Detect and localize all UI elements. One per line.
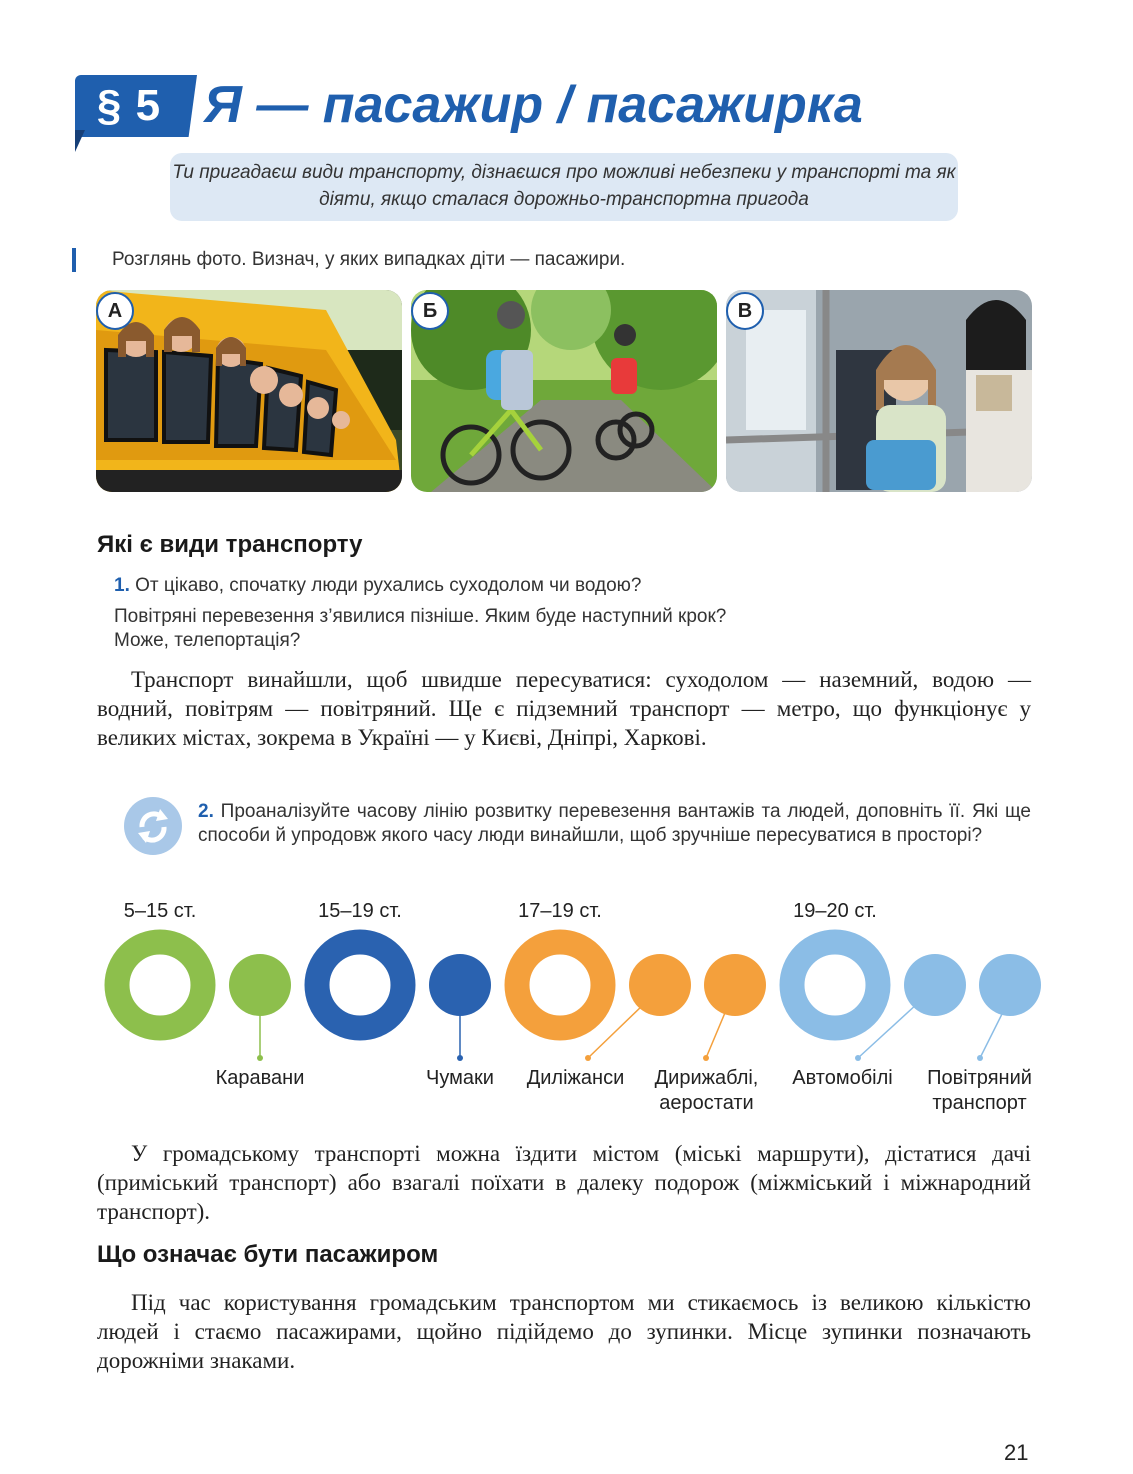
timeline-item-airships: Дирижаблі, аеростати: [654, 1067, 759, 1114]
refresh-icon: [124, 797, 182, 855]
photo-tag-b: Б: [411, 292, 449, 330]
timeline-graphic: [0, 920, 1133, 1070]
timeline-item-cars: Автомобілі: [792, 1067, 893, 1089]
prompt-marker: [72, 248, 76, 272]
badge-flag: [75, 130, 85, 152]
timeline-period-3: 17–19 ст.: [518, 900, 602, 922]
photo-prompt: Розглянь фото. Визнач, у яких випадках діти — пасажири.: [112, 249, 626, 270]
photo-tag-a: А: [96, 292, 134, 330]
timeline-item-caravans: Каравани: [215, 1067, 305, 1089]
page-number: 21: [1004, 1440, 1029, 1465]
photo-tag-c: В: [726, 292, 764, 330]
paragraph-passenger: Під час користування громадським транспортом ми стикаємось із великою кількістю людей і стаємо пасажирами, щойно підійдемо до зупинки. Місце зупинки позначають дорожніми знаками.: [97, 1290, 1031, 1373]
timeline-item-chumaks: Чумаки: [426, 1067, 494, 1089]
timeline-dot-air-transport: [979, 954, 1041, 1016]
intro-box: [170, 153, 958, 221]
question-2-number: 2.: [198, 801, 214, 822]
question-1: [114, 573, 641, 598]
question-2-text: Проаналізуйте часову лінію розвитку перевезення вантажів та людей, доповніть її. Які ще способи й упродовж якого часу люди винайшли, щоб зручніше пересуватися в просторі?: [198, 801, 1031, 846]
paragraph-transport: Транспорт винайшли, щоб швидше пересуватися: суходолом — наземний, водою — водний, повітрям — повітряний. Ще є підземний транспорт — метро, що функціонує у великих містах, зокрема в Україні — у Києві, Дніпрі, Харкові.: [97, 667, 1031, 750]
timeline-dot-chumaks: [429, 954, 491, 1016]
timeline-dot-cars: [904, 954, 966, 1016]
timeline-ring-green: [117, 942, 203, 1028]
photo-school-bus: [96, 290, 402, 492]
timeline-dot-caravans: [229, 954, 291, 1016]
timeline-period-4: 19–20 ст.: [793, 900, 877, 922]
timeline-dot-stagecoach: [629, 954, 691, 1016]
paragraph-public-transport: У громадському транспорті можна їздити містом (міські маршрути), дістатися дачі (приміський транспорт) або взагалі поїхати в далеку подорож (міжміський і міжнародний транспорт).: [97, 1141, 1031, 1224]
question-1-line1: От цікаво, спочатку люди рухались суходолом чи водою?: [135, 575, 642, 596]
question-2: [198, 800, 1031, 848]
timeline-ring-darkblue: [317, 942, 403, 1028]
timeline-period-1: 5–15 ст.: [123, 900, 197, 922]
page-title: Я — пасажир / пасажирка: [204, 76, 863, 134]
timeline-ring-lightblue: [792, 942, 878, 1028]
photo-bus-interior: [726, 290, 1032, 492]
heading-being-passenger: Що означає бути пасажиром: [97, 1241, 439, 1268]
question-1-line3: Може, телепортація?: [114, 630, 301, 651]
question-1-number: 1.: [114, 575, 130, 596]
timeline-period-2: 15–19 ст.: [318, 900, 402, 922]
timeline-item-stagecoach: Диліжанси: [526, 1067, 625, 1089]
section-badge: § 5: [75, 75, 183, 137]
photo-bicycles: [411, 290, 717, 492]
question-1-line2: Повітряні перевезення з’явилися пізніше. Яким буде наступний крок?: [114, 606, 727, 627]
intro-text: Ти пригадаєш види транспорту, дізнаєшся про можливі небезпеки у транспорті та як діяти, якщо сталася дорожньо-транспортна пригода: [172, 162, 956, 210]
badge-tail: [183, 75, 197, 137]
timeline-ring-orange: [517, 942, 603, 1028]
heading-transport-types: Які є види транспорту: [97, 531, 363, 558]
timeline-dot-airships: [704, 954, 766, 1016]
timeline-item-air-transport: Повітряний транспорт: [927, 1067, 1032, 1114]
